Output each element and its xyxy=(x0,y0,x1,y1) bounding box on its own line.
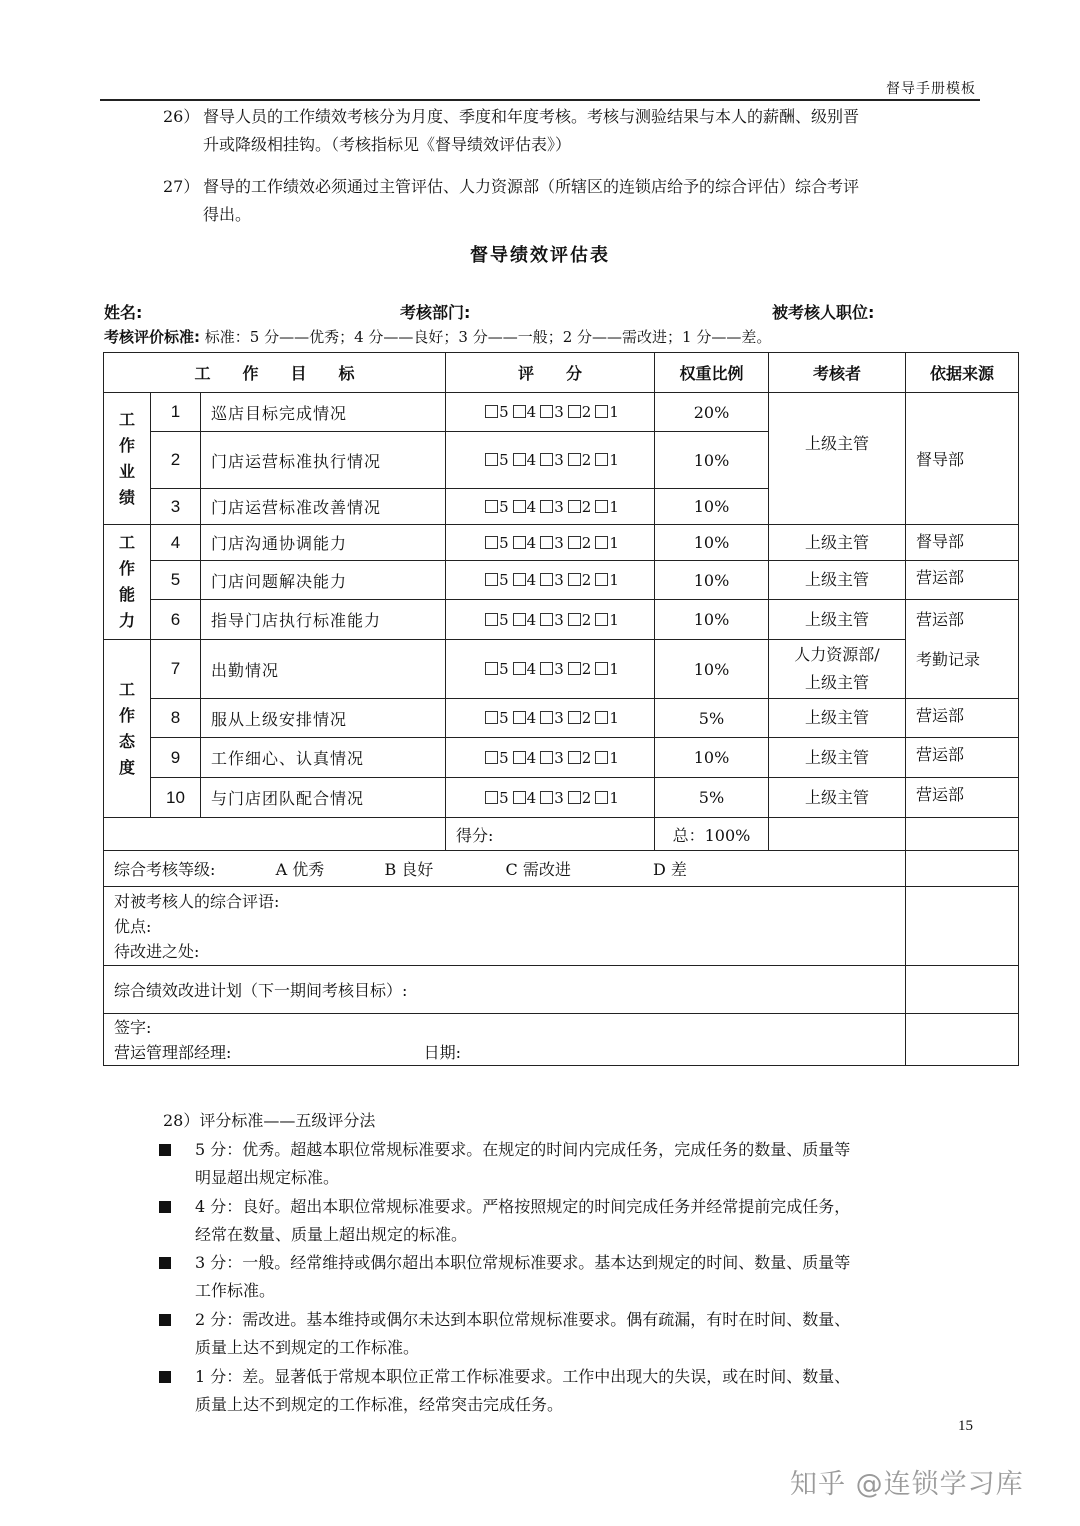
row-target: 门店运营标准改善情况 xyxy=(201,489,446,525)
row-number: 3 xyxy=(151,489,201,525)
score-options[interactable]: 5 4 3 2 1 xyxy=(446,525,655,561)
checkbox-3[interactable] xyxy=(540,405,553,418)
checkbox-4[interactable] xyxy=(513,453,526,466)
checkbox-2[interactable] xyxy=(568,573,581,586)
checkbox-4[interactable] xyxy=(513,751,526,764)
table-header-row xyxy=(104,353,1019,393)
table-row xyxy=(104,393,1019,432)
row-number: 7 xyxy=(151,640,201,699)
bullet-line: 1 分：差。显著低于常规本职位正常工作标准要求。工作中出现大的失误，或在时间、数量、 xyxy=(195,1367,851,1386)
checkbox-5[interactable] xyxy=(485,453,498,466)
checkbox-3[interactable] xyxy=(540,662,553,675)
row-reviewer xyxy=(769,640,906,699)
checkbox-1[interactable] xyxy=(595,500,608,513)
item-number: 26） xyxy=(163,107,200,126)
checkbox-5[interactable] xyxy=(485,573,498,586)
row-source: 营运部 xyxy=(906,738,1019,778)
row-target: 工作细心、认真情况 xyxy=(201,738,446,778)
checkbox-4[interactable] xyxy=(513,536,526,549)
bullet-line: 4 分：良好。超出本职位常规标准要求。严格按照规定的时间完成任务并经常提前完成任务， xyxy=(195,1197,851,1216)
checkbox-1[interactable] xyxy=(595,405,608,418)
checkbox-3[interactable] xyxy=(540,791,553,804)
table-row xyxy=(104,738,1019,778)
paragraph-27 xyxy=(163,173,983,233)
watermark: 知乎 @连锁学习库 xyxy=(790,1469,1024,1500)
row-number: 9 xyxy=(151,738,201,778)
bullet-text xyxy=(195,1193,850,1249)
checkbox-4[interactable] xyxy=(513,573,526,586)
table-row xyxy=(104,525,1019,561)
header-source: 依据来源 xyxy=(906,353,1019,393)
checkbox-2[interactable] xyxy=(568,662,581,675)
score-options[interactable]: 5 4 3 2 1 xyxy=(446,778,655,818)
category-attitude: 工 作 态 度 xyxy=(104,640,151,818)
checkbox-4[interactable] xyxy=(513,500,526,513)
checkbox-1[interactable] xyxy=(595,573,608,586)
checkbox-3[interactable] xyxy=(540,573,553,586)
total-weight: 总：100% xyxy=(655,818,769,851)
paragraph-line: 得出。 xyxy=(203,205,252,224)
grade-a[interactable]: A 优秀 xyxy=(275,860,325,879)
header-target: 工 作 目 标 xyxy=(104,353,446,393)
row-number: 5 xyxy=(151,561,201,600)
row-target: 出勤情况 xyxy=(201,640,446,699)
row-reviewer: 上级主管 xyxy=(769,778,906,818)
row-weight: 20% xyxy=(655,393,769,432)
checkbox-1[interactable] xyxy=(595,791,608,804)
checkbox-2[interactable] xyxy=(568,751,581,764)
row-reviewer: 上级主管 xyxy=(769,699,906,738)
checkbox-3[interactable] xyxy=(540,536,553,549)
row-weight: 10% xyxy=(655,640,769,699)
checkbox-2[interactable] xyxy=(568,536,581,549)
header-reviewer: 考核者 xyxy=(769,353,906,393)
grade-d[interactable]: D 差 xyxy=(653,860,687,879)
table-row xyxy=(104,699,1019,738)
sign-label: 签字: xyxy=(114,1017,152,1037)
table-row xyxy=(104,561,1019,600)
row-reviewer: 上级主管 xyxy=(769,561,906,600)
checkbox-2[interactable] xyxy=(568,613,581,626)
form-title: 督导绩效评估表 xyxy=(470,245,610,266)
reviewer-line: 人力资源部/ xyxy=(794,645,880,664)
score-options[interactable]: 5 4 3 2 1 xyxy=(446,432,655,489)
checkbox-4[interactable] xyxy=(513,791,526,804)
row-target: 门店沟通协调能力 xyxy=(201,525,446,561)
paragraph-26 xyxy=(163,103,983,163)
evaluation-table xyxy=(103,352,1019,1066)
empty-cell xyxy=(906,887,1019,966)
checkbox-2[interactable] xyxy=(568,791,581,804)
checkbox-4[interactable] xyxy=(513,662,526,675)
row-weight: 10% xyxy=(655,738,769,778)
checkbox-5[interactable] xyxy=(485,662,498,675)
checkbox-5[interactable] xyxy=(485,500,498,513)
checkbox-1[interactable] xyxy=(595,453,608,466)
paragraph-line: 升或降级相挂钩。（考核指标见《督导绩效评估表》） xyxy=(203,135,572,154)
score-options[interactable]: 5 4 3 2 1 xyxy=(446,738,655,778)
bullet-text xyxy=(195,1306,850,1362)
checkbox-2[interactable] xyxy=(568,405,581,418)
row-source: 督导部 xyxy=(906,525,1019,561)
row-weight: 10% xyxy=(655,600,769,640)
checkbox-1[interactable] xyxy=(595,536,608,549)
score-options[interactable]: 5 4 3 2 1 xyxy=(446,640,655,699)
empty-cell xyxy=(769,818,906,851)
empty-cell xyxy=(906,851,1019,887)
empty-cell xyxy=(906,966,1019,1014)
row-reviewer: 上级主管 xyxy=(769,738,906,778)
empty-cell xyxy=(906,818,1019,851)
row-target: 与门店团队配合情况 xyxy=(201,778,446,818)
score-options[interactable]: 5 4 3 2 1 xyxy=(446,393,655,432)
bullet-icon xyxy=(159,1371,171,1383)
score-options[interactable]: 5 4 3 2 1 xyxy=(446,489,655,525)
bullet-text xyxy=(195,1136,850,1192)
row-number: 8 xyxy=(151,699,201,738)
row-target: 门店运营标准执行情况 xyxy=(201,432,446,489)
criteria-line xyxy=(104,326,771,347)
position-label: 被考核人职位: xyxy=(772,303,875,322)
row-weight: 5% xyxy=(655,699,769,738)
row-target: 指导门店执行标准能力 xyxy=(201,600,446,640)
checkbox-5[interactable] xyxy=(485,791,498,804)
score-options[interactable]: 5 4 3 2 1 xyxy=(446,699,655,738)
bullet-line: 明显超出规定标准。 xyxy=(195,1168,340,1187)
row-number: 6 xyxy=(151,600,201,640)
row-reviewer: 上级主管 xyxy=(769,393,906,525)
checkbox-1[interactable] xyxy=(595,711,608,724)
date-label: 日期: xyxy=(423,1042,461,1062)
reviewer-line: 上级主管 xyxy=(804,673,869,692)
grade-c[interactable]: C 需改进 xyxy=(505,860,571,879)
row-source: 营运部 xyxy=(906,561,1019,600)
checkbox-5[interactable] xyxy=(485,536,498,549)
paragraph-line: 督导人员的工作绩效考核分为月度、季度和年度考核。考核与测验结果与本人的薪酬、级别晋 xyxy=(203,107,860,126)
bullet-icon xyxy=(159,1201,171,1213)
checkbox-3[interactable] xyxy=(540,613,553,626)
item-number: 27） xyxy=(163,177,200,196)
row-weight: 10% xyxy=(655,525,769,561)
bullet-text xyxy=(195,1363,850,1419)
empty-cell xyxy=(104,818,446,851)
grade-cell[interactable] xyxy=(104,851,906,887)
checkbox-2[interactable] xyxy=(568,453,581,466)
name-label: 姓名: xyxy=(104,303,143,322)
checkbox-4[interactable] xyxy=(513,405,526,418)
checkbox-1[interactable] xyxy=(595,613,608,626)
row-target: 巡店目标完成情况 xyxy=(201,393,446,432)
section-28-title: 28）评分标准——五级评分法 xyxy=(163,1111,376,1130)
bullet-line: 2 分：需改进。基本维持或偶尔未达到本职位常规标准要求。偶有疏漏，有时在时间、数量、 xyxy=(195,1310,851,1329)
score-total-row xyxy=(104,818,1019,851)
header-title: 督导手册模板 xyxy=(886,81,976,97)
row-target: 门店问题解决能力 xyxy=(201,561,446,600)
empty-cell xyxy=(906,1014,1019,1066)
table-row xyxy=(104,640,1019,699)
row-reviewer: 上级主管 xyxy=(769,600,906,640)
checkbox-3[interactable] xyxy=(540,751,553,764)
header-divider xyxy=(100,99,980,101)
row-weight: 10% xyxy=(655,561,769,600)
header-weight: 权重比例 xyxy=(655,353,769,393)
bullet-icon xyxy=(159,1257,171,1269)
plan-row xyxy=(104,966,1019,1014)
criteria-label: 考核评价标准: xyxy=(104,328,200,346)
grade-b[interactable]: B 良好 xyxy=(384,860,434,879)
checkbox-2[interactable] xyxy=(568,711,581,724)
score-options[interactable]: 5 4 3 2 1 xyxy=(446,600,655,640)
category-performance: 工 作 业 绩 xyxy=(104,393,151,525)
row-weight: 10% xyxy=(655,432,769,489)
bullet-text xyxy=(195,1249,850,1305)
row-source xyxy=(906,600,1019,699)
bullet-icon xyxy=(159,1314,171,1326)
dept-label: 考核部门: xyxy=(400,303,471,322)
row-source: 营运部 xyxy=(906,778,1019,818)
checkbox-5[interactable] xyxy=(485,613,498,626)
checkbox-5[interactable] xyxy=(485,711,498,724)
row-weight: 5% xyxy=(655,778,769,818)
bullet-line: 经常在数量、质量上超出规定的标准。 xyxy=(195,1225,468,1244)
signature-cell[interactable] xyxy=(104,1014,906,1066)
checkbox-5[interactable] xyxy=(485,405,498,418)
grade-label: 综合考核等级: xyxy=(114,860,216,879)
score-label[interactable]: 得分: xyxy=(446,818,655,851)
category-ability: 工 作 能 力 xyxy=(104,525,151,640)
manager-label: 营运管理部经理: xyxy=(114,1042,232,1062)
row-number: 2 xyxy=(151,432,201,489)
signature-row xyxy=(104,1014,1019,1066)
checkbox-1[interactable] xyxy=(595,751,608,764)
header-score: 评 分 xyxy=(446,353,655,393)
bullet-icon xyxy=(159,1144,171,1156)
improve-label: 待改进之处: xyxy=(114,941,200,961)
checkbox-4[interactable] xyxy=(513,613,526,626)
comment-cell[interactable] xyxy=(104,887,906,966)
page-number: 15 xyxy=(958,1418,973,1434)
table-row xyxy=(104,600,1019,640)
comment-label: 对被考核人的综合评语: xyxy=(114,891,280,911)
bullet-line: 3 分：一般。经常维持或偶尔超出本职位常规标准要求。基本达到规定的时间、数量、质量等 xyxy=(195,1253,851,1272)
row-source: 营运部 xyxy=(906,699,1019,738)
grade-row xyxy=(104,851,1019,887)
score-options[interactable]: 5 4 3 2 1 xyxy=(446,561,655,600)
row-weight: 10% xyxy=(655,489,769,525)
row-number: 1 xyxy=(151,393,201,432)
criteria-text: 标准：5 分——优秀；4 分——良好；3 分——一般；2 分——需改进；1 分——差。 xyxy=(204,328,772,346)
row-target: 服从上级安排情况 xyxy=(201,699,446,738)
bullet-line: 工作标准。 xyxy=(195,1281,276,1300)
plan-cell[interactable]: 综合绩效改进计划（下一期间考核目标）: xyxy=(104,966,906,1014)
checkbox-3[interactable] xyxy=(540,711,553,724)
checkbox-3[interactable] xyxy=(540,453,553,466)
bullet-line: 5 分：优秀。超越本职位常规标准要求。在规定的时间内完成任务，完成任务的数量、质量等 xyxy=(195,1140,851,1159)
checkbox-4[interactable] xyxy=(513,711,526,724)
checkbox-2[interactable] xyxy=(568,500,581,513)
table-row xyxy=(104,778,1019,818)
row-reviewer: 上级主管 xyxy=(769,525,906,561)
comment-row xyxy=(104,887,1019,966)
row-number: 4 xyxy=(151,525,201,561)
row-source: 督导部 xyxy=(906,393,1019,525)
bullet-line: 质量上达不到规定的工作标准。 xyxy=(195,1338,420,1357)
checkbox-3[interactable] xyxy=(540,500,553,513)
row-number: 10 xyxy=(151,778,201,818)
bullet-line: 质量上达不到规定的工作标准，经常突击完成任务。 xyxy=(195,1395,564,1414)
checkbox-5[interactable] xyxy=(485,751,498,764)
paragraph-line: 督导的工作绩效必须通过主管评估、人力资源部（所辖区的连锁店给予的综合评估）综合考评 xyxy=(203,177,860,196)
strengths-label: 优点: xyxy=(114,916,152,936)
source-line: 营运部 xyxy=(916,610,965,629)
source-line: 考勤记录 xyxy=(916,650,981,669)
checkbox-1[interactable] xyxy=(595,662,608,675)
